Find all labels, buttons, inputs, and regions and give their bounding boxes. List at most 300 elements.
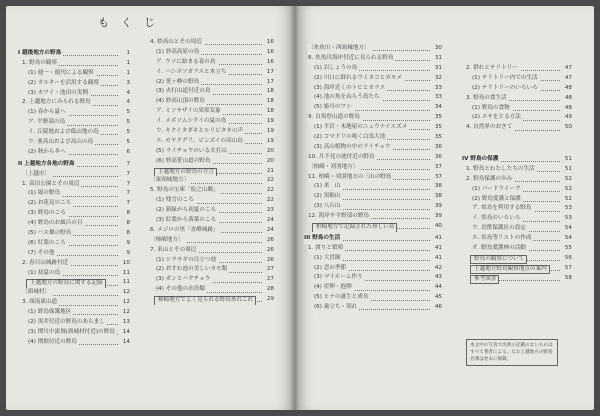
toc-entry-page: 51 <box>563 165 572 175</box>
toc-entry-title: イ. ハシボソガラスと木立ち <box>156 68 229 78</box>
toc-column-1 <box>18 47 130 348</box>
toc-entry <box>146 58 274 68</box>
toc-entry-title: (2) 川口に群れるウミネコとカモメ <box>314 74 404 84</box>
toc-entry-page: 17 <box>265 68 274 78</box>
toc-entry-title: (3) ガンとハクチョウ <box>156 275 212 285</box>
toc-entry <box>304 113 442 123</box>
toc-entry-title: (1) 春から夏へ <box>28 108 68 118</box>
toc-entry-page: 12 <box>121 288 130 298</box>
toc-entry-title: 3. 頸南東山道 <box>22 298 59 308</box>
toc-entry-page: 9 <box>124 249 130 259</box>
toc-entry-title: ウ. 鳥獣保護区の設定 <box>472 224 528 234</box>
toc-entry-page: 20 <box>265 147 274 157</box>
toc-entry-title: (4) 関根付近の野鳥 <box>28 338 79 348</box>
toc-entry <box>146 285 274 295</box>
toc-entry-page: 19 <box>265 117 274 127</box>
toc-entry-title: 4. 妙高山とその周辺 <box>150 38 204 48</box>
toc-entry-page: 37 <box>433 163 442 173</box>
page-title: もくじ <box>98 16 167 29</box>
toc-entry-page: 5 <box>124 118 130 128</box>
toc-entry <box>462 214 572 224</box>
toc-entry-page: 21 <box>265 167 274 177</box>
toc-entry-title: (1) 野鳥保護地区 <box>28 308 73 318</box>
toc-entry <box>304 234 442 244</box>
toc-entry-title: (1) 初夏の鳥 <box>28 269 62 279</box>
toc-column-4 <box>462 64 572 284</box>
toc-entry-page: 34 <box>433 103 442 113</box>
toc-entry-page: 7 <box>124 170 130 180</box>
toc-entry-title: (6) 妙高笹山道の野鳥 <box>156 157 212 167</box>
toc-entry <box>18 180 130 190</box>
toc-entry <box>18 128 130 138</box>
toc-entry-page: 48 <box>563 94 572 104</box>
toc-entry-page: 47 <box>563 74 572 84</box>
toc-entry-page: 18 <box>265 107 274 117</box>
toc-entry-page: 48 <box>563 84 572 94</box>
toc-entry-title: エ. カヤクグリ、ビンズイの高山鳥 <box>156 137 245 147</box>
toc-column-3 <box>304 44 442 313</box>
toc-entry <box>18 259 130 269</box>
toc-entry <box>462 155 572 165</box>
toc-entry-title: (4) 池の魚をねらう鳥たち <box>314 93 382 103</box>
toc-entry <box>146 176 274 186</box>
toc-entry-page: 41 <box>433 244 442 254</box>
toc-entry-title: 1. 野鳥とわたしたちの生活 <box>466 165 537 175</box>
toc-entry-page: 33 <box>433 93 442 103</box>
toc-entry-page: 53 <box>563 204 572 214</box>
toc-entry <box>146 78 274 88</box>
toc-entry <box>462 94 572 104</box>
toc-entry-title: (2) テリトリーのいろいろ <box>472 84 540 94</box>
toc-entry <box>462 234 572 244</box>
toc-entry <box>18 118 130 128</box>
toc-entry-page: 1 <box>124 49 130 59</box>
toc-entry-title: 上越地方野鳥観察地点の案内 <box>470 265 550 274</box>
toc-entry-page: 23 <box>265 206 274 216</box>
toc-entry-page: 51 <box>563 155 572 165</box>
toc-entry-title: ア. ウソに始まる春の鳥 <box>156 58 218 68</box>
toc-entry-page: 7 <box>124 189 130 199</box>
toc-entry-page: 41 <box>433 254 442 264</box>
toc-entry <box>304 222 442 232</box>
toc-entry-title: IV 野鳥の保護 <box>462 155 500 165</box>
toc-entry <box>304 254 442 264</box>
toc-entry-page: 18 <box>265 87 274 97</box>
toc-entry-page: 29 <box>265 295 274 305</box>
toc-entry <box>18 79 130 89</box>
toc-entry <box>462 84 572 94</box>
toc-entry-title: (3) 火打山道付近の鳥 <box>156 87 212 97</box>
toc-entry <box>18 98 130 108</box>
toc-entry-title: 4. 自然界のおきて <box>466 123 514 133</box>
toc-entry-title: 柿崎地方でよく見られる野鳥あれこれ <box>154 296 256 305</box>
toc-entry-page: 36 <box>433 143 442 153</box>
toc-entry-title: 〔柏崎・刈羽地方〕 <box>308 163 360 173</box>
toc-entry-page: 10 <box>121 259 130 269</box>
toc-entry-title: (1) シラサギの目立つ池 <box>156 256 218 266</box>
toc-entry-page: 7 <box>124 199 130 209</box>
toc-entry-title: 柏崎地方で記録された珍しい鳥 <box>312 223 397 232</box>
toc-entry <box>146 196 274 206</box>
toc-entry-title: (2) コマドリの鳴く白馬大池 <box>314 133 387 143</box>
toc-entry-page: 30 <box>433 44 442 54</box>
toc-entry <box>146 236 274 246</box>
toc-entry-page: 45 <box>433 293 442 303</box>
toc-entry-page: 35 <box>433 123 442 133</box>
toc-entry <box>146 226 274 236</box>
toc-entry-page: 54 <box>563 224 572 234</box>
toc-entry <box>18 108 130 118</box>
toc-entry-title: ア. ミソサザイの異常気象 <box>156 107 223 117</box>
toc-entry-title: (2) 新緑から初夏のころ <box>156 206 218 216</box>
toc-entry-title: (4) 産卵・抱卵 <box>314 283 354 293</box>
toc-entry <box>18 288 130 298</box>
toc-entry-title: 〔柿崎地方〕 <box>150 236 186 246</box>
toc-entry-page: 38 <box>433 182 442 192</box>
toc-entry-title: ウ. キクイタダキとルリビタキの声 <box>156 127 245 137</box>
toc-entry-page: 48 <box>563 104 572 114</box>
toc-entry <box>304 192 442 202</box>
toc-entry <box>304 133 442 143</box>
toc-entry <box>462 143 572 153</box>
toc-entry-title: III 野鳥の生活 <box>304 234 342 244</box>
toc-entry-page: 44 <box>433 283 442 293</box>
toc-entry-page: 46 <box>433 303 442 313</box>
toc-entry <box>146 38 274 48</box>
toc-entry-title: 7. 米山とその周辺 <box>150 246 198 256</box>
toc-entry-title: (1) 残雪のころ <box>156 196 196 206</box>
toc-entry <box>146 87 274 97</box>
toc-entry-title: (3) 紅葉から落葉のころ <box>156 216 218 226</box>
toc-entry-page: 52 <box>563 185 572 195</box>
toc-entry-title: イ. 県鳥のいろいろ <box>472 214 522 224</box>
toc-entry-title: (2) 黒井付近の野鳥のあらまし <box>28 318 107 328</box>
toc-entry <box>146 107 274 117</box>
toc-entry-page: 12 <box>121 308 130 318</box>
toc-entry-title: (2) 恋の季節 <box>314 264 348 274</box>
toc-entry-page: 38 <box>433 192 442 202</box>
toc-entry <box>18 338 130 348</box>
toc-entry <box>146 295 274 305</box>
toc-entry <box>462 113 572 123</box>
book-gutter <box>290 6 300 410</box>
toc-entry-title: (1) 野鳥の食物 <box>472 104 512 114</box>
toc-entry-page: 22 <box>265 196 274 206</box>
toc-entry-page: 32 <box>433 74 442 84</box>
toc-entry <box>304 74 442 84</box>
toc-entry <box>18 148 130 158</box>
toc-entry <box>462 74 572 84</box>
toc-entry-title: (3) 八石山 <box>314 202 342 212</box>
toc-entry <box>18 249 130 259</box>
toc-entry <box>462 264 572 274</box>
toc-entry-title: (3) 関川中流域(頸城村付近)の野鳥 <box>28 328 117 338</box>
toc-entry <box>304 303 442 313</box>
toc-entry <box>18 170 130 180</box>
toc-entry <box>304 212 442 222</box>
toc-entry <box>146 97 274 107</box>
toc-entry-title: I 越後地方の野鳥 <box>18 49 63 59</box>
toc-entry <box>304 84 442 94</box>
toc-entry-page: 56 <box>563 254 572 264</box>
toc-entry <box>304 103 442 113</box>
toc-entry <box>146 265 274 275</box>
toc-entry-page: 8 <box>124 219 130 229</box>
toc-entry-page: 31 <box>433 64 442 74</box>
toc-entry <box>462 165 572 175</box>
toc-entry-title: (1) 米 山 <box>314 182 342 192</box>
toc-entry <box>304 153 442 163</box>
toc-entry-title: 10. 月不見の池付近の野鳥 <box>308 153 377 163</box>
toc-entry-page: 49 <box>563 113 572 123</box>
toc-entry-title: (2) 黒姫山 <box>314 192 342 202</box>
toc-entry <box>146 117 274 127</box>
toc-entry-title: 1. 高田公園とその周辺 <box>22 180 81 190</box>
toc-entry <box>146 68 274 78</box>
toc-entry-title: (4) その他の水鳥類 <box>156 285 207 295</box>
note-box: 本文中の写真で出典の記載のないものはすべて著者による。なお上越地方の野鳥名簿は巻末に掲載。 <box>466 339 558 366</box>
toc-entry-page: 9 <box>124 239 130 249</box>
toc-entry-title: ア. 県鳥を利用する野鳥 <box>472 204 534 214</box>
toc-entry-title: (3) 高山植物の中のライチョウ <box>314 143 393 153</box>
toc-entry-page: 19 <box>265 137 274 147</box>
toc-entry-title: 1. 野鳥の観察 <box>22 59 59 69</box>
toc-entry-page: 36 <box>433 153 442 163</box>
toc-entry <box>462 185 572 195</box>
toc-entry-title: 参考図書 <box>470 275 499 284</box>
toc-entry-page: 24 <box>265 216 274 226</box>
toc-entry <box>304 143 442 153</box>
toc-entry-title: 1. 渡りと繁殖 <box>308 244 345 254</box>
toc-entry <box>304 283 442 293</box>
toc-entry <box>18 229 130 239</box>
toc-entry-page: 16 <box>265 58 274 68</box>
toc-entry-page: 1 <box>124 59 130 69</box>
toc-entry-title: (1) 岩しょうの鳥 <box>314 64 359 74</box>
toc-entry-page: 4 <box>124 89 130 99</box>
toc-entry <box>304 273 442 283</box>
toc-entry-page: 5 <box>124 128 130 138</box>
toc-entry <box>462 175 572 185</box>
toc-entry <box>462 254 572 264</box>
toc-entry <box>18 199 130 209</box>
toc-entry <box>462 133 572 143</box>
toc-entry-title: 〔糸魚川・西頸城地方〕 <box>308 44 372 54</box>
toc-entry <box>304 202 442 212</box>
toc-entry-title: (6) 紅葉のころ <box>28 239 68 249</box>
toc-entry-title: (5) ハス畑の野鳥 <box>28 229 73 239</box>
toc-entry <box>18 298 130 308</box>
toc-entry-page: 3 <box>124 79 130 89</box>
toc-column-2 <box>146 38 274 305</box>
toc-entry <box>462 64 572 74</box>
toc-entry-page: 11 <box>121 269 130 279</box>
toc-entry-page: 57 <box>563 264 572 274</box>
toc-entry-page: 37 <box>433 173 442 183</box>
toc-entry-page: 39 <box>433 202 442 212</box>
toc-entry <box>18 269 130 279</box>
toc-entry <box>304 93 442 103</box>
toc-entry-title: 2. 野鳥保護の歩み <box>466 175 514 185</box>
toc-entry-title: 2. 春日山城跡付近 <box>22 259 70 269</box>
toc-entry-page: 8 <box>124 209 130 219</box>
toc-entry <box>146 147 274 157</box>
toc-entry-page: 7 <box>124 180 130 190</box>
toc-entry-title: (1) 平岩・木地屋のニュウナイスズメ <box>314 123 409 133</box>
toc-entry-page: 20 <box>265 157 274 167</box>
toc-entry-title: (2) 秋から冬へ <box>28 148 68 158</box>
toc-entry-title: (4) 野鳥のお風呂の日 <box>28 219 84 229</box>
toc-entry <box>18 49 130 59</box>
toc-entry-title: 野鳥の観察について <box>470 255 527 264</box>
toc-entry <box>18 219 130 229</box>
toc-entry-page: 13 <box>121 318 130 328</box>
toc-entry <box>462 274 572 284</box>
toc-entry <box>18 138 130 148</box>
toc-entry-title: II 上越地方各地の野鳥 <box>18 160 76 170</box>
toc-entry-page: 54 <box>563 234 572 244</box>
toc-entry-title: (3) 野鳥のころ <box>28 209 68 219</box>
toc-entry-page: 55 <box>563 244 572 254</box>
toc-entry-title: (2) おすわ池の美しいカモ類 <box>156 265 229 275</box>
toc-entry-title: (3) 海岸近くのトビとカラス <box>314 84 387 94</box>
toc-entry-page: 22 <box>265 176 274 186</box>
toc-entry-page: 24 <box>265 226 274 236</box>
toc-entry <box>18 308 130 318</box>
toc-entry <box>146 246 274 256</box>
toc-entry-page: 14 <box>121 328 130 338</box>
toc-entry <box>462 204 572 214</box>
toc-entry-page: 39 <box>433 212 442 222</box>
toc-entry-title: イ. メボソムシクイの夏の鳥 <box>156 117 228 127</box>
toc-entry-title: 2. 上越地方にみられる野鳥 <box>22 98 93 108</box>
toc-entry-page: 35 <box>433 133 442 143</box>
toc-entry <box>146 186 274 196</box>
toc-entry-title: (1) テリトリー内での生活 <box>472 74 540 84</box>
toc-entry-page: 42 <box>433 264 442 274</box>
toc-entry-title: (3) マイホーム作り <box>314 273 365 283</box>
toc-entry <box>146 157 274 167</box>
toc-entry <box>462 224 572 234</box>
toc-entry-page: 50 <box>563 123 572 133</box>
toc-entry-page: 1 <box>124 69 130 79</box>
toc-entry <box>146 137 274 147</box>
toc-entry <box>18 160 130 170</box>
toc-entry <box>146 206 274 216</box>
toc-entry <box>18 209 130 219</box>
toc-entry-title: (2) オルターを活用する観察 <box>28 79 101 89</box>
toc-entry-title: 〔上越市〕 <box>22 170 52 180</box>
toc-entry-title: 上越地方の野鳥に関する記録 <box>26 279 106 288</box>
toc-entry-title: イ. 丘陵地および低山地の鳥 <box>28 128 101 138</box>
toc-entry <box>304 173 442 183</box>
toc-entry-page: 47 <box>563 64 572 74</box>
toc-entry-title: (2) 笹ヶ峰の野鳥 <box>156 78 201 88</box>
toc-entry-page: 33 <box>433 84 442 94</box>
toc-entry <box>304 123 442 133</box>
toc-entry-title: 3. 野鳥の食生活 <box>466 94 509 104</box>
toc-entry <box>18 69 130 79</box>
toc-entry-title: (1) 週一・週刊による観察 <box>28 69 96 79</box>
toc-entry-title: (4) 妙高山頂の野鳥 <box>156 97 207 107</box>
toc-entry-title: エ. 県鳥等リストの作成 <box>472 234 533 244</box>
toc-entry-title: 上越地方の野鳥の方言 <box>154 168 217 177</box>
toc-entry-title: (7) その他 <box>28 249 56 259</box>
toc-entry-title: (2) エサをとる方法 <box>472 113 523 123</box>
toc-entry-title: 8. 糸魚川海岸付近に見られる野鳥 <box>308 54 395 64</box>
toc-entry <box>304 182 442 192</box>
toc-entry-title: (5) ヒナの誕生と成長 <box>314 293 370 303</box>
toc-entry <box>146 275 274 285</box>
toc-entry <box>18 328 130 338</box>
toc-entry-title: 5. 野鳥の宝庫「松之山郷」 <box>150 186 221 196</box>
toc-entry-page: 14 <box>121 338 130 348</box>
toc-entry-page: 16 <box>265 38 274 48</box>
toc-entry <box>304 64 442 74</box>
toc-entry <box>146 167 274 177</box>
toc-entry-title: 6. メジロの里「直峰城跡」 <box>150 226 221 236</box>
toc-entry-page: 8 <box>124 229 130 239</box>
toc-entry <box>18 189 130 199</box>
toc-entry-title: (5) 姫川のワシ <box>314 103 354 113</box>
toc-entry <box>304 44 442 54</box>
toc-entry-title: (1) 大冒険 <box>314 254 342 264</box>
toc-entry-title: (6) 巣立ち・別れ <box>314 303 359 313</box>
toc-entry <box>462 104 572 114</box>
toc-entry <box>146 216 274 226</box>
toc-entry-page: 16 <box>265 48 274 58</box>
toc-entry-title: (3) カワイ・池田の実例 <box>28 89 90 99</box>
toc-entry-title: ア. 平野部の鳥 <box>28 118 67 128</box>
toc-entry-page: 40 <box>433 222 442 232</box>
toc-entry <box>462 195 572 205</box>
toc-entry-title: ウ. 亜高山および高山の鳥 <box>28 138 95 148</box>
toc-entry <box>146 256 274 266</box>
toc-entry-title: (2) お花見のころ <box>28 199 73 209</box>
toc-entry-page: 5 <box>124 108 130 118</box>
toc-entry-page: 52 <box>563 175 572 185</box>
toc-entry-title: (2) 野鳥愛護と保護 <box>472 195 523 205</box>
toc-entry-title: 12. 海岸や平野部の野鳥 <box>308 212 371 222</box>
toc-entry-page: 41 <box>433 234 442 244</box>
toc-entry-title: (1) 堀の野鳥 <box>28 189 62 199</box>
toc-entry-title: (1) バードウイーク <box>472 185 523 195</box>
toc-entry-page: 19 <box>265 127 274 137</box>
toc-entry-page: 27 <box>265 265 274 275</box>
toc-entry-title: 〔頸城村〕 <box>22 288 52 298</box>
toc-entry-page: 6 <box>124 148 130 158</box>
toc-entry-title: 2. 群れとテリトリー <box>466 64 520 74</box>
toc-entry-title: (1) 妙高高原の鳥 <box>156 48 201 58</box>
toc-entry-page: 28 <box>265 285 274 295</box>
toc-entry <box>304 54 442 64</box>
toc-entry-page: 35 <box>433 113 442 123</box>
toc-entry <box>146 48 274 58</box>
toc-entry-page: 22 <box>265 186 274 196</box>
toc-entry <box>304 293 442 303</box>
toc-entry <box>18 59 130 69</box>
toc-entry <box>18 89 130 99</box>
toc-entry-page: 58 <box>563 274 572 284</box>
toc-entry-page: 26 <box>265 246 274 256</box>
toc-entry <box>18 278 130 288</box>
toc-entry-title: オ. 野鳥愛護林の活動 <box>472 244 528 254</box>
toc-entry <box>18 318 130 328</box>
toc-entry <box>304 163 442 173</box>
toc-entry-page: 26 <box>265 256 274 266</box>
toc-entry-page: 31 <box>433 54 442 64</box>
toc-entry <box>146 127 274 137</box>
